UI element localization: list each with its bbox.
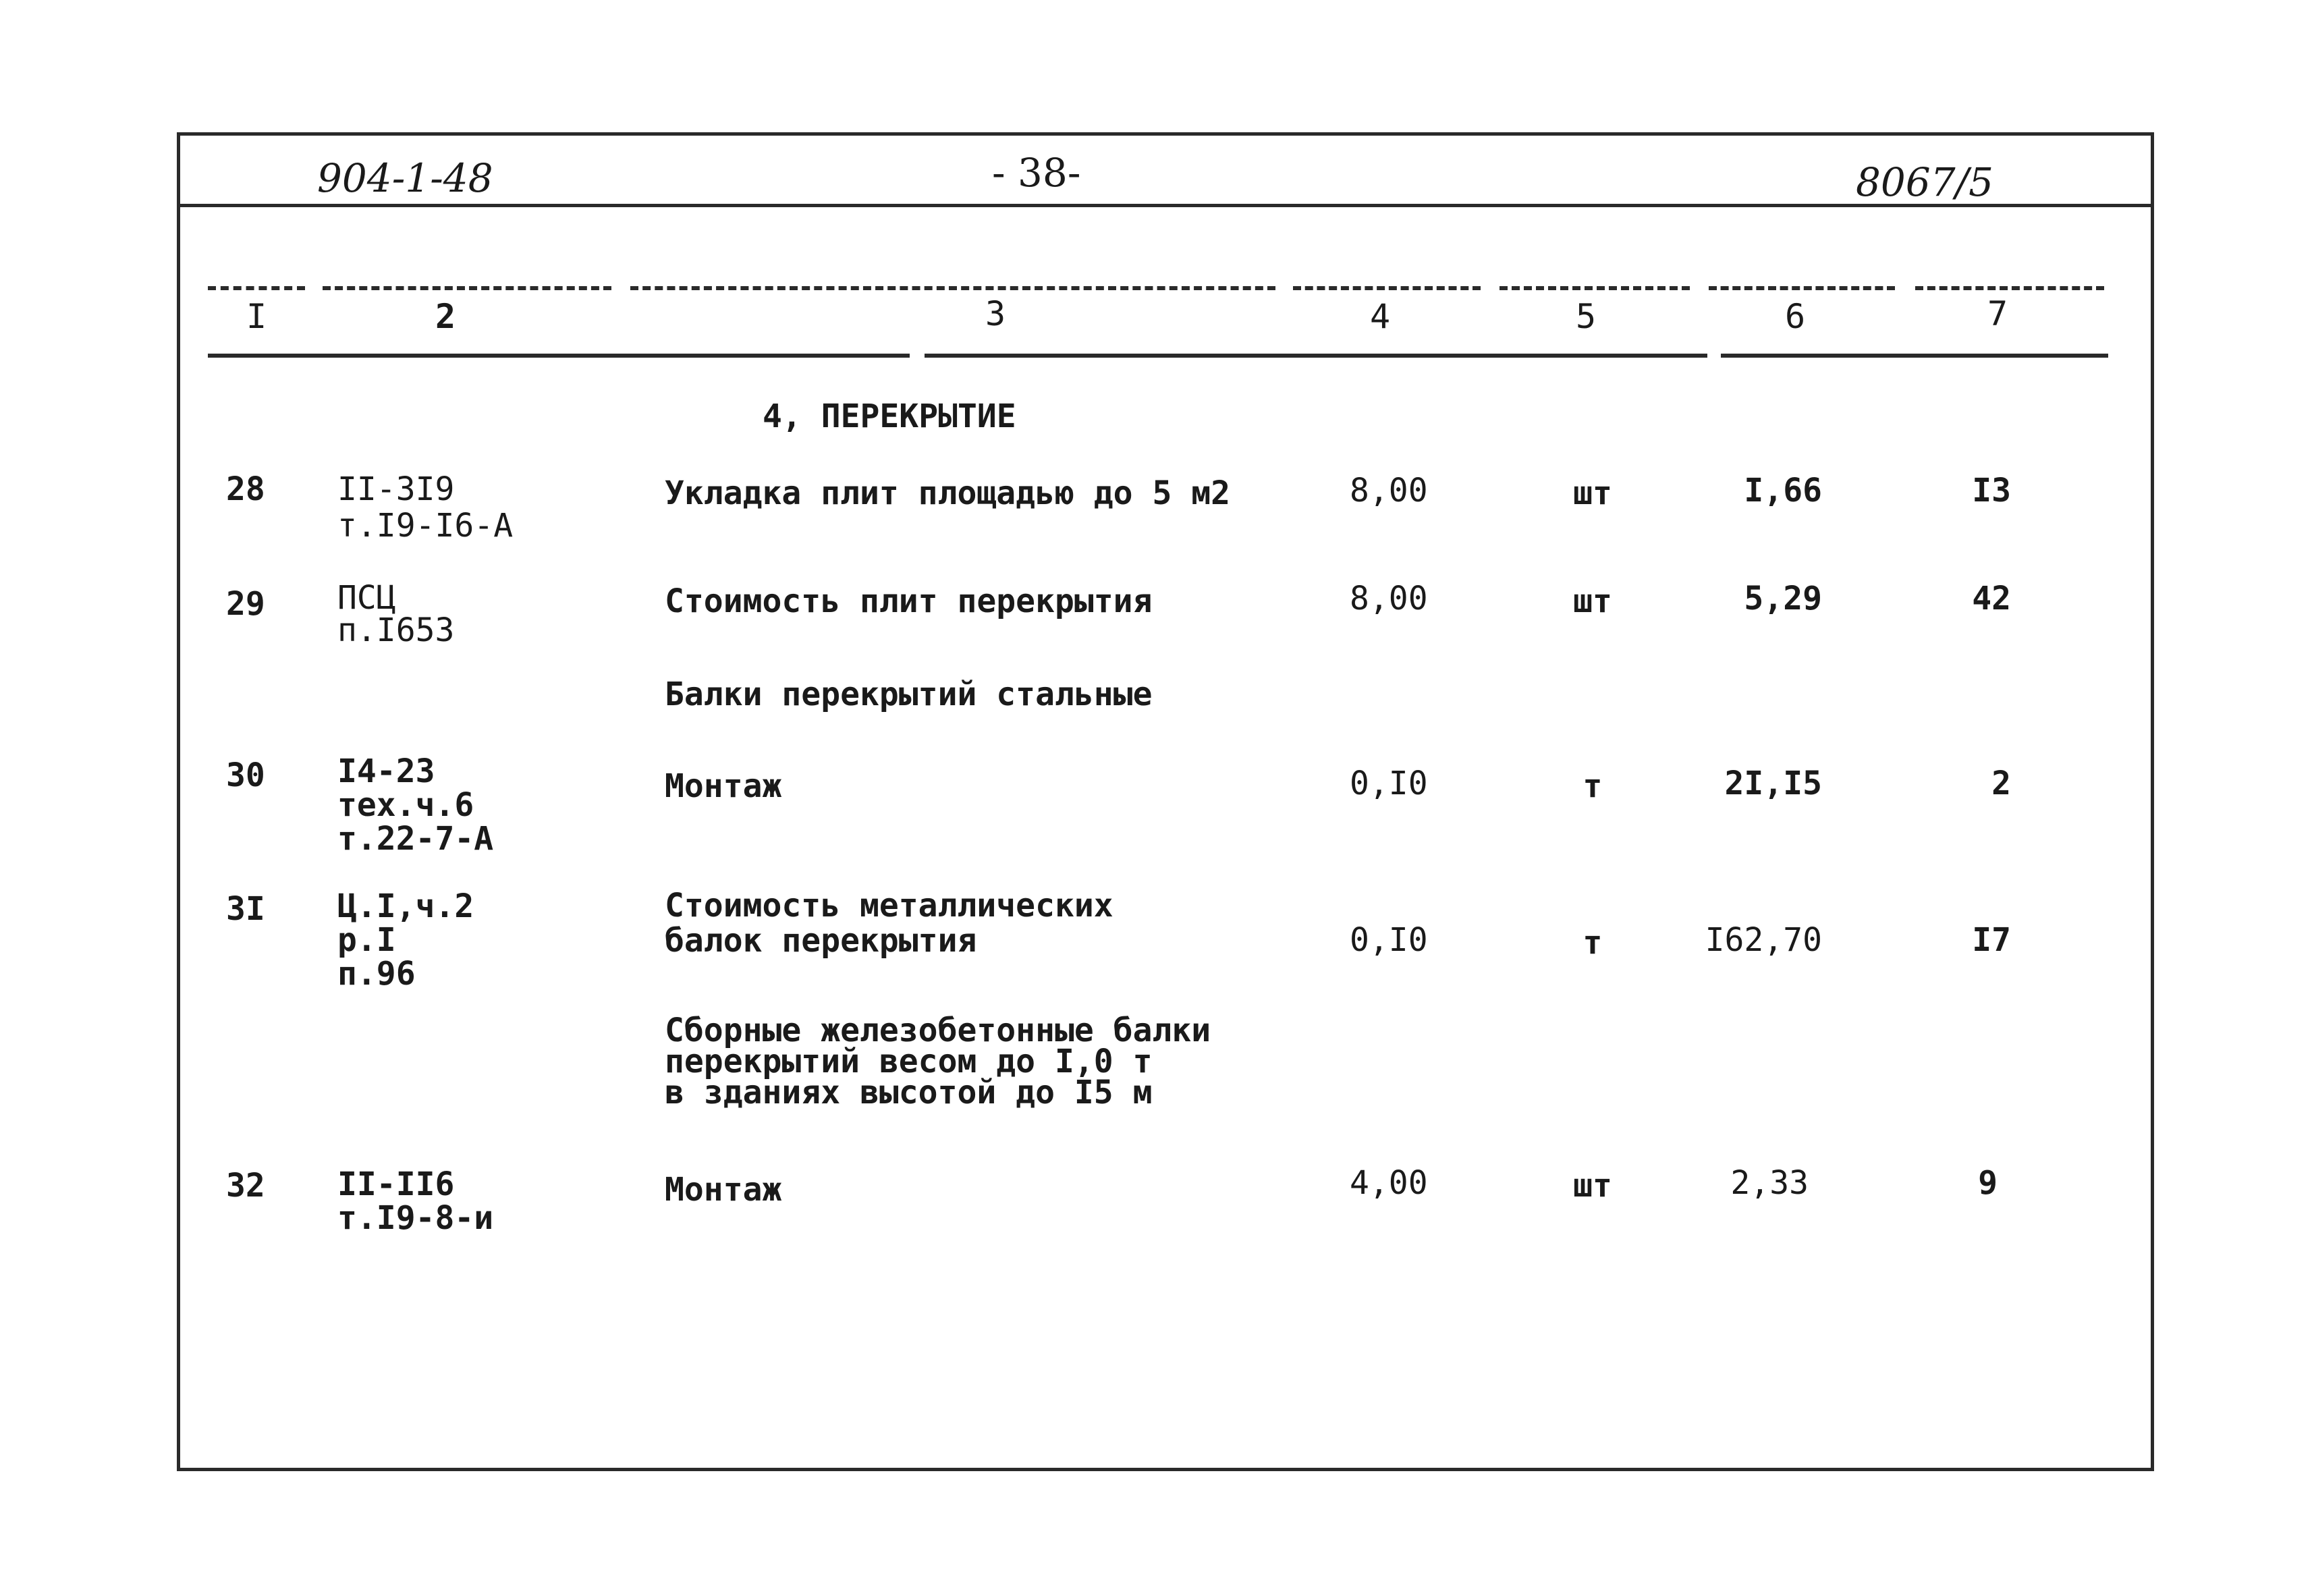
col-header-7: 7 — [1987, 294, 2008, 333]
section-title: 4, ПЕРЕКРЫТИЕ — [763, 397, 1016, 435]
col-rule-6 — [1709, 286, 1895, 290]
group-title-rc-beams: Сборные железобетонные балки перекрытий весом до I,0 т в зданиях высотой до I5 м — [665, 1012, 1211, 1111]
header-bottom-rule-b — [925, 354, 1707, 358]
row-32-qty: 4,00 — [1350, 1164, 1428, 1202]
row-28-qty: 8,00 — [1350, 472, 1428, 510]
row-29-total: 42 — [1972, 580, 2011, 617]
row-30-unit: т — [1582, 767, 1603, 805]
doc-code: 904-1-48 — [317, 155, 493, 201]
row-32-num: 32 — [226, 1167, 265, 1205]
row-29-unit: шт — [1573, 582, 1612, 620]
row-32-unit: шт — [1573, 1167, 1612, 1205]
col-header-1: I — [246, 297, 267, 336]
col-header-6: 6 — [1784, 297, 1806, 336]
row-28-price: I,66 — [1744, 472, 1822, 510]
row-32-code: II-II6 т.I9-8-и — [337, 1165, 494, 1237]
col-rule-7 — [1915, 286, 2104, 290]
col-rule-5 — [1499, 286, 1690, 290]
row-29-code: ПСЦ п.I653 — [337, 579, 455, 649]
col-header-4: 4 — [1369, 297, 1391, 336]
row-32-total: 9 — [1978, 1164, 1998, 1202]
row-28-num: 28 — [226, 470, 265, 508]
row-28-unit: шт — [1573, 474, 1612, 512]
row-31-price: I62,70 — [1705, 921, 1822, 959]
group-title-steel-beams: Балки перекрытий стальные — [665, 676, 1153, 713]
row-30-desc: Монтаж — [665, 767, 782, 805]
row-28-code: II-3I9 т.I9-I6-А — [337, 470, 514, 545]
row-31-qty: 0,I0 — [1350, 921, 1428, 959]
row-30-code: I4-23 тех.ч.6 т.22-7-А — [337, 752, 494, 858]
row-31-num: 3I — [226, 890, 265, 928]
row-29-price: 5,29 — [1744, 580, 1822, 617]
row-32-price: 2,33 — [1730, 1164, 1809, 1202]
row-32-desc: Монтаж — [665, 1171, 782, 1209]
row-29-desc: Стоимость плит перекрытия — [665, 582, 1153, 620]
col-rule-3 — [630, 286, 1275, 290]
row-30-total: 2 — [1991, 765, 2011, 802]
row-31-desc: Стоимость металлических балок перекрытия — [665, 887, 1113, 960]
row-31-total: I7 — [1972, 921, 2011, 959]
row-30-num: 30 — [226, 756, 265, 794]
header-bottom-rule-c — [1721, 354, 2108, 358]
row-30-qty: 0,I0 — [1350, 765, 1428, 802]
row-30-price: 2I,I5 — [1724, 765, 1822, 802]
col-header-3: 3 — [985, 294, 1006, 333]
col-rule-1 — [208, 286, 305, 290]
header-bottom-rule-a — [208, 354, 910, 358]
col-rule-4 — [1293, 286, 1481, 290]
page-number: - 38- — [992, 150, 1081, 196]
col-rule-2 — [323, 286, 611, 290]
col-header-2: 2 — [435, 297, 456, 336]
row-28-total: I3 — [1972, 472, 2011, 510]
row-28-desc: Укладка плит площадью до 5 м2 — [665, 474, 1231, 512]
row-31-code: Ц.I,ч.2 р.I п.96 — [337, 887, 474, 993]
inventory-number: 8067/5 — [1856, 159, 1994, 205]
col-header-5: 5 — [1575, 297, 1597, 336]
row-29-qty: 8,00 — [1350, 580, 1428, 617]
row-29-num: 29 — [226, 585, 265, 623]
row-31-unit: т — [1582, 924, 1603, 962]
